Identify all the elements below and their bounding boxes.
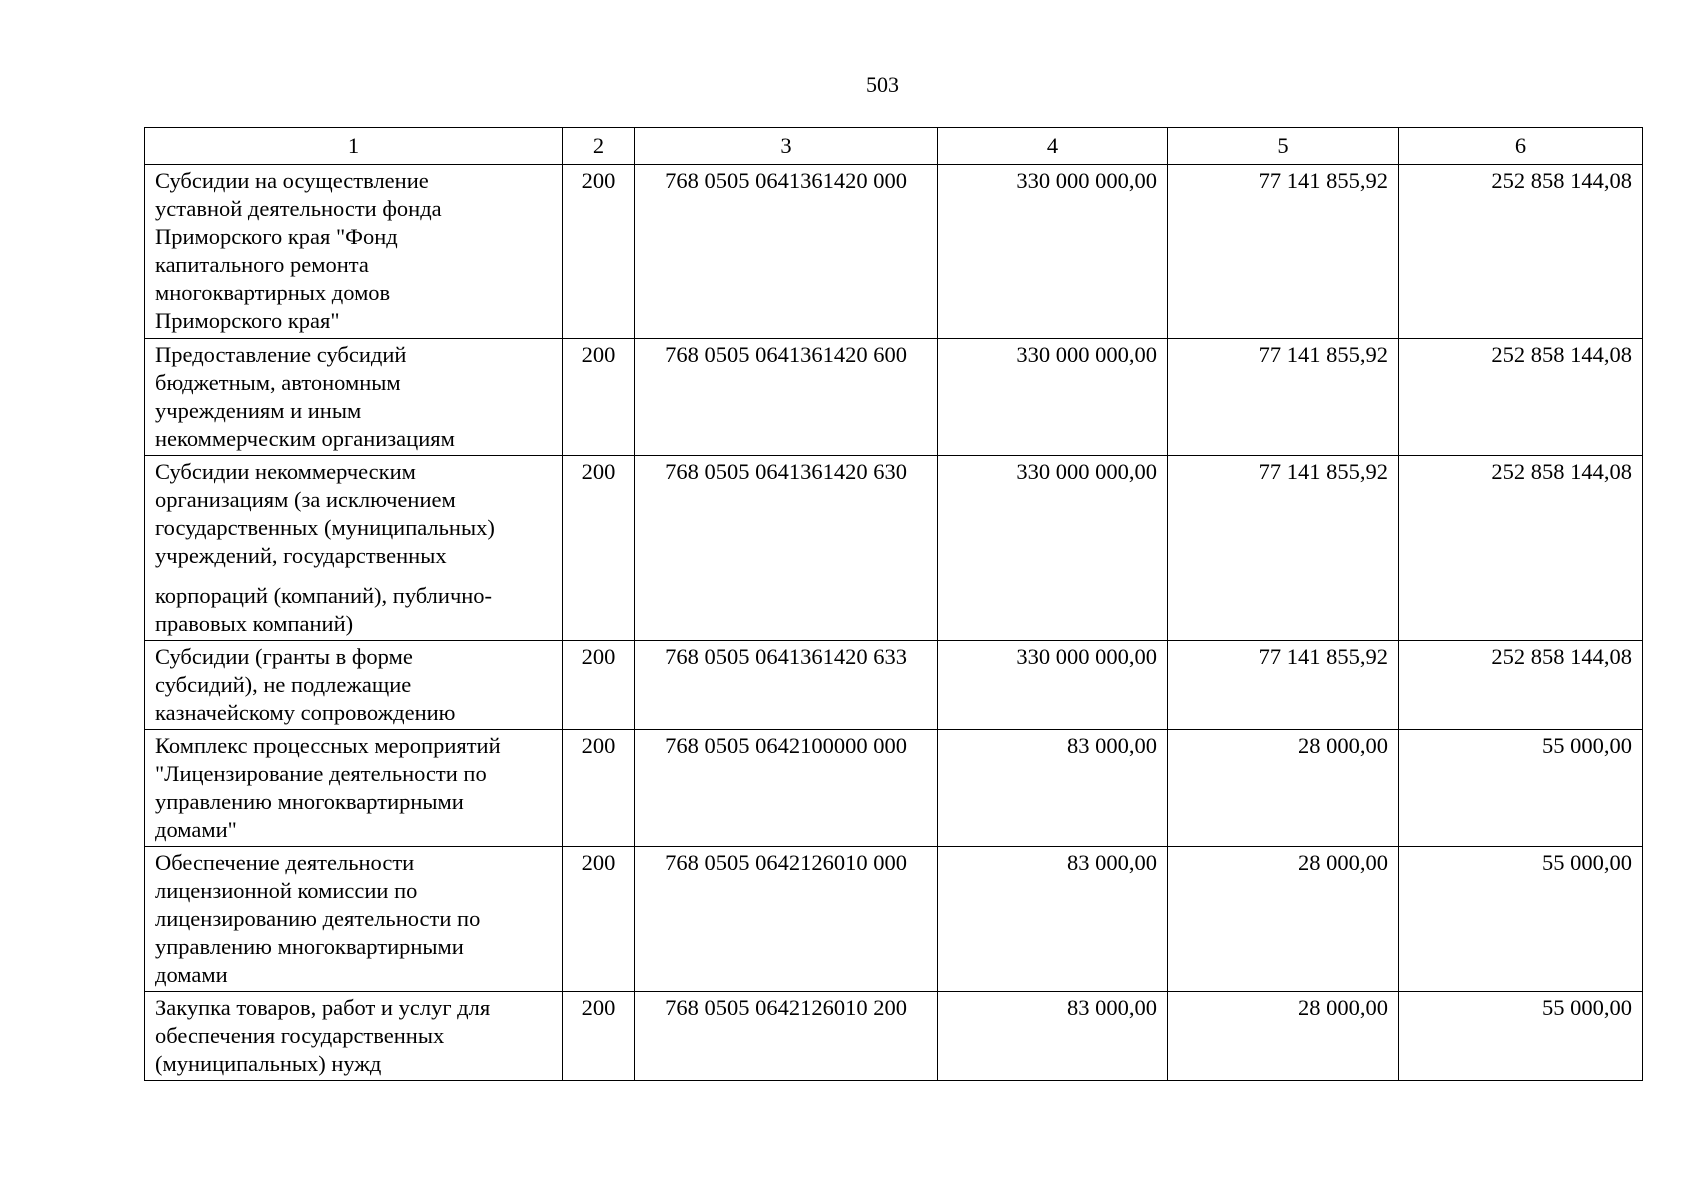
row-name-line: управлению многоквартирными [155,789,464,814]
table-row [145,847,1643,992]
table-row [145,641,1643,730]
row-name-line: казначейскому сопровождению [155,700,456,725]
row-name-line: (муниципальных) нужд [155,1051,382,1076]
row-name [145,339,563,456]
row-col2: 200 [563,339,635,456]
row-col4-amount: 83 000,00 [938,847,1168,992]
row-col3-code: 768 0505 0641361420 600 [635,339,938,456]
row-col6-amount: 55 000,00 [1399,847,1643,992]
row-col3-code: 768 0505 0642100000 000 [635,730,938,847]
row-name-line: корпораций (компаний), публично- [155,583,493,608]
row-col5-amount: 28 000,00 [1168,847,1399,992]
row-name-line: лицензионной комиссии по [155,878,418,903]
row-col6-amount: 55 000,00 [1399,730,1643,847]
row-col2: 200 [563,730,635,847]
row-name-line: Закупка товаров, работ и услуг для [155,995,491,1020]
page-number: 503 [866,72,899,97]
row-col5-amount: 77 141 855,92 [1168,165,1399,339]
row-col5-amount: 28 000,00 [1168,730,1399,847]
row-col4-amount: 83 000,00 [938,730,1168,847]
header-col-6: 6 [1399,128,1643,165]
row-name-line: учреждениям и иным [155,398,362,423]
table-header-row [145,128,1643,165]
table-row [145,730,1643,847]
row-col6-amount: 252 858 144,08 [1399,641,1643,730]
row-name [145,847,563,992]
row-col3-code: 768 0505 0642126010 200 [635,992,938,1081]
row-col6-amount: 252 858 144,08 [1399,339,1643,456]
table-row [145,165,1643,339]
row-name-line: домами [155,962,228,987]
table-row [145,992,1643,1081]
row-col2: 200 [563,992,635,1081]
row-col6-amount: 55 000,00 [1399,992,1643,1081]
row-name-line: домами" [155,817,237,842]
row-col3-code: 768 0505 0641361420 000 [635,165,938,339]
row-name [145,165,563,339]
row-name-line: Субсидии на осуществление [155,168,429,193]
row-col5-amount: 28 000,00 [1168,992,1399,1081]
row-name-line: бюджетным, автономным [155,370,401,395]
row-name-line: обеспечения государственных [155,1023,445,1048]
header-col-5: 5 [1168,128,1399,165]
row-col5-amount: 77 141 855,92 [1168,456,1399,641]
row-col4-amount: 330 000 000,00 [938,456,1168,641]
row-col4-amount: 330 000 000,00 [938,641,1168,730]
row-name-line: учреждений, государственных [155,543,447,568]
header-col-2: 2 [563,128,635,165]
row-name-line: государственных (муниципальных) [155,515,495,540]
row-name-line: Обеспечение деятельности [155,850,415,875]
row-name-line: уставной деятельности фонда [155,196,442,221]
row-name-line: Приморского края "Фонд [155,224,398,249]
row-col6-amount: 252 858 144,08 [1399,165,1643,339]
header-col-1: 1 [145,128,563,165]
row-name [145,456,563,641]
row-col2: 200 [563,165,635,339]
row-col2: 200 [563,641,635,730]
row-col5-amount: 77 141 855,92 [1168,339,1399,456]
row-name-line: Субсидии некоммерческим [155,459,416,484]
table-row [145,456,1643,641]
row-name-line: "Лицензирование деятельности по [155,761,487,786]
row-name [145,992,563,1081]
row-col5-amount: 77 141 855,92 [1168,641,1399,730]
table-row [145,339,1643,456]
row-col4-amount: 83 000,00 [938,992,1168,1081]
row-col4-amount: 330 000 000,00 [938,165,1168,339]
row-col6-amount: 252 858 144,08 [1399,456,1643,641]
row-col3-code: 768 0505 0641361420 630 [635,456,938,641]
row-col3-code: 768 0505 0641361420 633 [635,641,938,730]
row-name-line: Приморского края" [155,308,340,333]
row-name-line: лицензированию деятельности по [155,906,481,931]
budget-table [144,127,1643,1081]
row-name-line: управлению многоквартирными [155,934,464,959]
row-col3-code: 768 0505 0642126010 000 [635,847,938,992]
row-name-line: некоммерческим организациям [155,426,455,451]
row-name-line: Предоставление субсидий [155,342,407,367]
row-name [145,641,563,730]
row-col2: 200 [563,847,635,992]
row-name-line: правовых компаний) [155,611,354,636]
header-col-4: 4 [938,128,1168,165]
line-gap [155,570,552,582]
row-name-line: Комплекс процессных мероприятий [155,733,501,758]
row-name-line: капитального ремонта [155,252,369,277]
row-name-line: многоквартирных домов [155,280,391,305]
row-name-line: субсидий), не подлежащие [155,672,412,697]
row-name-line: организациям (за исключением [155,487,456,512]
row-name [145,730,563,847]
row-col4-amount: 330 000 000,00 [938,339,1168,456]
row-col2: 200 [563,456,635,641]
header-col-3: 3 [635,128,938,165]
row-name-line: Субсидии (гранты в форме [155,644,413,669]
